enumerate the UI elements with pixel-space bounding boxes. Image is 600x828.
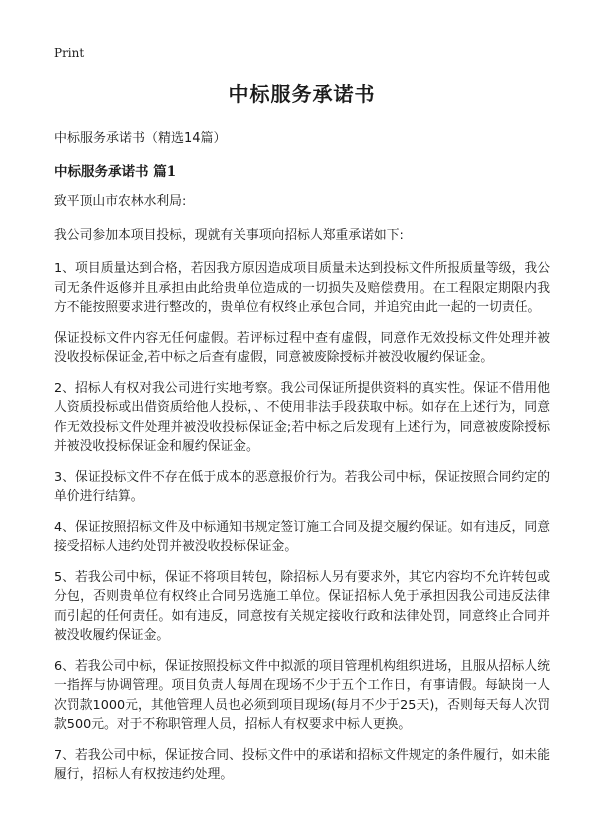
paragraph: 3、保证投标文件不存在低于成本的恶意报价行为。若我公司中标，保证按照合同约定的单价进行结算。 (54, 469, 550, 504)
paragraph: 7、若我公司中标，保证按合同、投标文件中的承诺和招标文件规定的条件履行，如未能履行，招标人有权按违约处理。 (54, 747, 550, 782)
print-link[interactable]: Print (54, 46, 85, 60)
page-title: 中标服务承诺书 (228, 82, 376, 106)
paragraph: 5、若我公司中标，保证不将项目转包，除招标人另有要求外，其它内容均不允许转包或分包，否则贵单位有权终止合同另选施工单位。保证招标人免于承担因我公司违反法律而引起的任何责任。如有违反，同意按有关规定接收行政和法律处罚，同意终止合同并被没收履约保证金。 (54, 569, 550, 643)
paragraph: 2、招标人有权对我公司进行实地考察。我公司保证所提供资料的真实性。保证不借用他人资质投标或出借资质给他人投标，、不使用非法手段获取中标。如存在上述行为，同意作无效投标文件处理并被没收投标保证金;若中标之后发现有上述行为，同意被废除授标并被没收投标保证金和履约保证金。 (54, 380, 550, 454)
section-heading: 中标服务承诺书 篇1 (54, 164, 177, 180)
document-subtitle: 中标服务承诺书（精选14篇） (54, 131, 227, 146)
paragraph: 6、若我公司中标，保证按照投标文件中拟派的项目管理机构组织进场，且服从招标人统一指挥与协调管理。项目负责人每周在现场不少于五个工作日，有事请假。每缺岗一人次罚款1000元，其他管理人员也必须到项目现场(每月不少于25天)，否则每天每人次罚款500元。对于不称职管理人员，招标人有权要求中标人更换。 (54, 658, 550, 732)
salutation: 致平顶山市农林水利局: (54, 194, 187, 209)
document-page (54, 78, 550, 796)
intro-paragraph: 我公司参加本项目投标，现就有关事项向招标人郑重承诺如下: (54, 227, 404, 243)
paragraph: 4、保证按照招标文件及中标通知书规定签订施工合同及提交履约保证。如有违反，同意接受招标人违约处罚并被没收投标保证金。 (54, 519, 550, 554)
paragraph: 保证投标文件内容无任何虚假。若评标过程中查有虚假，同意作无效投标文件处理并被没收投标保证金,若中标之后查有虚假，同意被废除授标并被没收履约保证金。 (54, 330, 550, 365)
paragraph: 1、项目质量达到合格，若因我方原因造成项目质量未达到投标文件所报质量等级，我公司无条件返修并且承担由此给贵单位造成的一切损失及赔偿费用。在工程限定期限内我方不能按照要求进行整改的，贵单位有权终止承包合同，并追究由此一起的一切责任。 (54, 261, 550, 315)
